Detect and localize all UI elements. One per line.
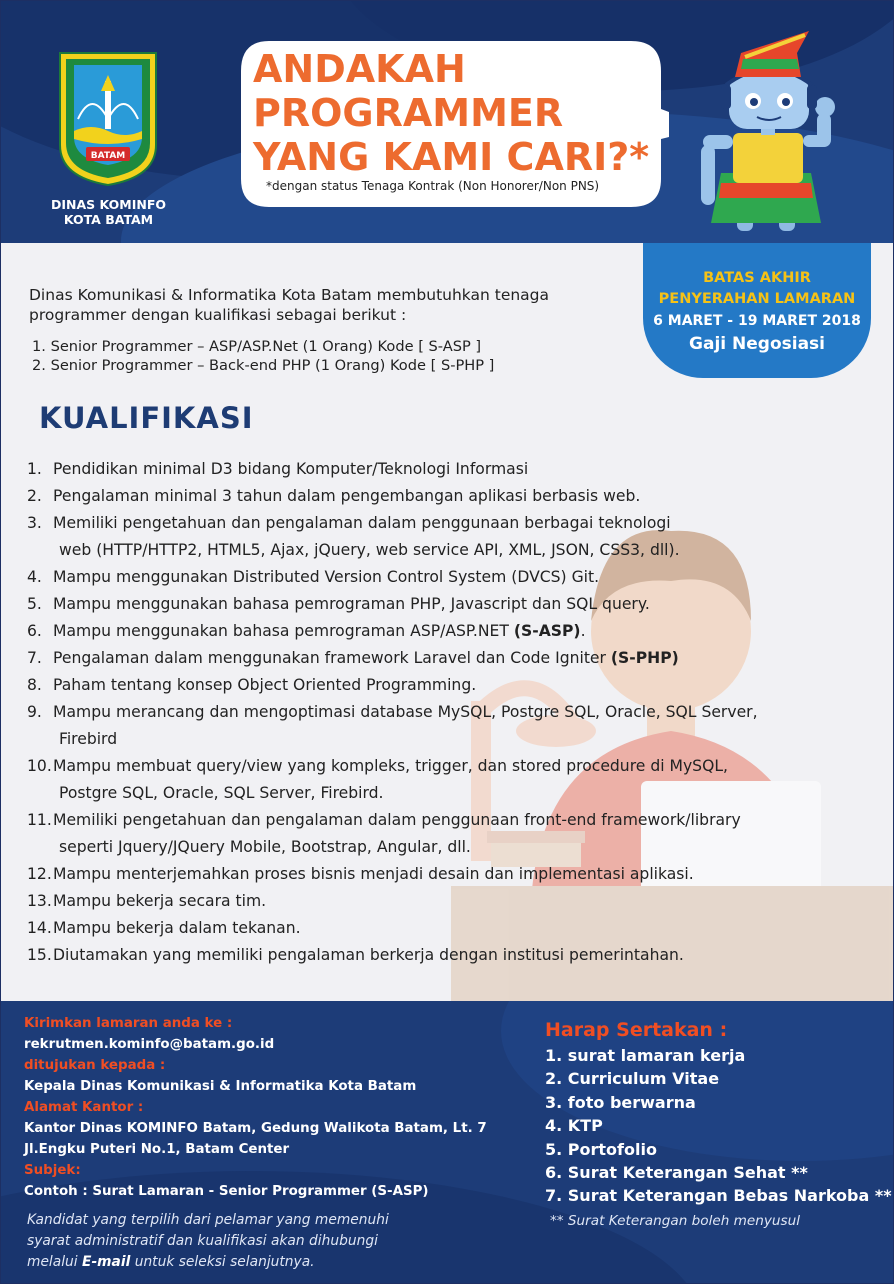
qualification-item: 5. Mampu menggunakan bahasa pemrograman PHP, Javascript dan SQL query. (27, 595, 650, 613)
attachment-item: 1. surat lamaran kerja (545, 1046, 746, 1065)
qualification-item: 1. Pendidikan minimal D3 bidang Komputer/Teknologi Informasi (27, 460, 529, 478)
email-address: rekrutmen.kominfo@batam.go.id (24, 1037, 275, 1052)
attachments-title: Harap Sertakan : (545, 1019, 728, 1041)
qualification-item-continuation: seperti Jquery/JQuery Mobile, Bootstrap, Angular, dll. (59, 838, 471, 856)
qualification-item: 3. Memiliki pengetahuan dan pengalaman dalam penggunaan berbagai teknologi (27, 514, 671, 532)
qualification-item: 15.Diutamakan yang memiliki pengalaman berkerja dengan institusi pemerintahan. (27, 946, 684, 964)
positions-list (32, 337, 632, 375)
candidate-note-line3: melalui E-mail untuk seleksi selanjutnya. (27, 1254, 315, 1270)
intro-line2: programmer dengan kualifikasi sebagai berikut : (29, 306, 407, 324)
qualification-item: 12.Mampu menterjemahkan proses bisnis menjadi desain dan implementasi aplikasi. (27, 865, 694, 883)
headline-line1: ANDAKAH (253, 47, 466, 91)
attachment-item: 2. Curriculum Vitae (545, 1069, 720, 1089)
deadline-label-line1: BATAS AKHIR (703, 270, 811, 286)
org-name-line2: KOTA BATAM (63, 212, 154, 227)
organization-name (41, 197, 176, 227)
attachments-note: ** Surat Keterangan boleh menyusul (550, 1213, 801, 1229)
office-address-line2: Jl.Engku Puteri No.1, Batam Center (24, 1142, 290, 1157)
qualification-item-continuation: Postgre SQL, Oracle, SQL Server, Firebird. (59, 784, 384, 802)
send-label: Kirimkan lamaran anda ke : (24, 1016, 233, 1031)
qualification-item: 9. Mampu merancang dan mengoptimasi database MySQL, Postgre SQL, Oracle, SQL Server, (27, 703, 758, 721)
qualification-item: 14.Mampu bekerja dalam tekanan. (27, 919, 301, 937)
headline-line3: YANG KAMI CARI?* (253, 135, 650, 179)
subject-example: Contoh : Surat Lamaran - Senior Programmer (S-ASP) (24, 1184, 429, 1199)
attachments-list (545, 1044, 892, 1208)
qualification-item-continuation: web (HTTP/HTTP2, HTML5, Ajax, jQuery, web service API, XML, JSON, CSS3, dll). (59, 541, 680, 559)
candidate-note (27, 1210, 447, 1273)
qualifications-title: KUALIFIKASI (39, 401, 254, 435)
position-item: 1. Senior Programmer – ASP/ASP.Net (1 Orang) Kode [ S-ASP ] (32, 338, 482, 355)
intro-text (29, 285, 629, 325)
office-address-line1: Kantor Dinas KOMINFO Batam, Gedung Walikota Batam, Lt. 7 (24, 1121, 487, 1136)
header-banner (1, 1, 893, 243)
addressed-value: Kepala Dinas Komunikasi & Informatika Kota Batam (24, 1079, 417, 1094)
office-label: Alamat Kantor : (24, 1100, 144, 1115)
programmer-background-illustration (401, 481, 893, 1001)
deadline-badge (643, 243, 871, 378)
robot-mascot-illustration (701, 23, 851, 243)
headline-footnote: *dengan status Tenaga Kontrak (Non Honorer/Non PNS) (266, 179, 600, 193)
qualification-item: 8. Paham tentang konsep Object Oriented Programming. (27, 676, 477, 694)
footer-contact-panel (1, 1001, 893, 1283)
candidate-note-line2: syarat administratif dan kualifikasi akan dihubungi (27, 1233, 378, 1249)
salary-note: Gaji Negosiasi (689, 334, 825, 354)
candidate-note-line1: Kandidat yang terpilih dari pelamar yang memenuhi (27, 1212, 389, 1228)
headline-line2: PROGRAMMER (253, 91, 564, 135)
attachment-item: 6. Surat Keterangan Sehat ** (545, 1163, 808, 1183)
headline (253, 47, 673, 179)
qualification-item: 7. Pengalaman dalam menggunakan framework Laravel dan Code Igniter (S-PHP) (27, 649, 679, 667)
logo-text: BATAM (90, 151, 126, 161)
attachment-item: 5. Portofolio (545, 1139, 657, 1159)
intro-line1: Dinas Komunikasi & Informatika Kota Batam membutuhkan tenaga (29, 286, 550, 304)
batam-city-logo (56, 49, 160, 187)
qualification-item-continuation: Firebird (59, 730, 118, 748)
qualification-item: 11.Memiliki pengetahuan dan pengalaman dalam penggunaan front-end framework/library (27, 811, 741, 829)
deadline-label-line2: PENYERAHAN LAMARAN (658, 291, 856, 307)
email-emphasis: E-mail (82, 1254, 131, 1270)
subject-label: Subjek: (24, 1163, 81, 1178)
addressed-label: ditujukan kepada : (24, 1058, 166, 1073)
deadline-dates: 6 MARET - 19 MARET 2018 (653, 313, 861, 329)
qualification-item: 6. Mampu menggunakan bahasa pemrograman ASP/ASP.NET (S-ASP). (27, 622, 586, 640)
attachment-item: 7. Surat Keterangan Bebas Narkoba ** (545, 1186, 892, 1206)
position-item: 2. Senior Programmer – Back-end PHP (1 Orang) Kode [ S-PHP ] (32, 357, 495, 374)
qualification-item: 13.Mampu bekerja secara tim. (27, 892, 267, 910)
qualification-item: 10.Mampu membuat query/view yang kompleks, trigger, dan stored procedure di MySQL, (27, 757, 729, 775)
org-name-line1: DINAS KOMINFO (51, 197, 166, 212)
attachment-item: 3. foto berwarna (545, 1092, 696, 1112)
qualification-item: 2. Pengalaman minimal 3 tahun dalam pengembangan aplikasi berbasis web. (27, 487, 641, 505)
qualification-item: 4. Mampu menggunakan Distributed Version Control System (DVCS) Git. (27, 568, 600, 586)
attachment-item: 4. KTP (545, 1116, 603, 1136)
